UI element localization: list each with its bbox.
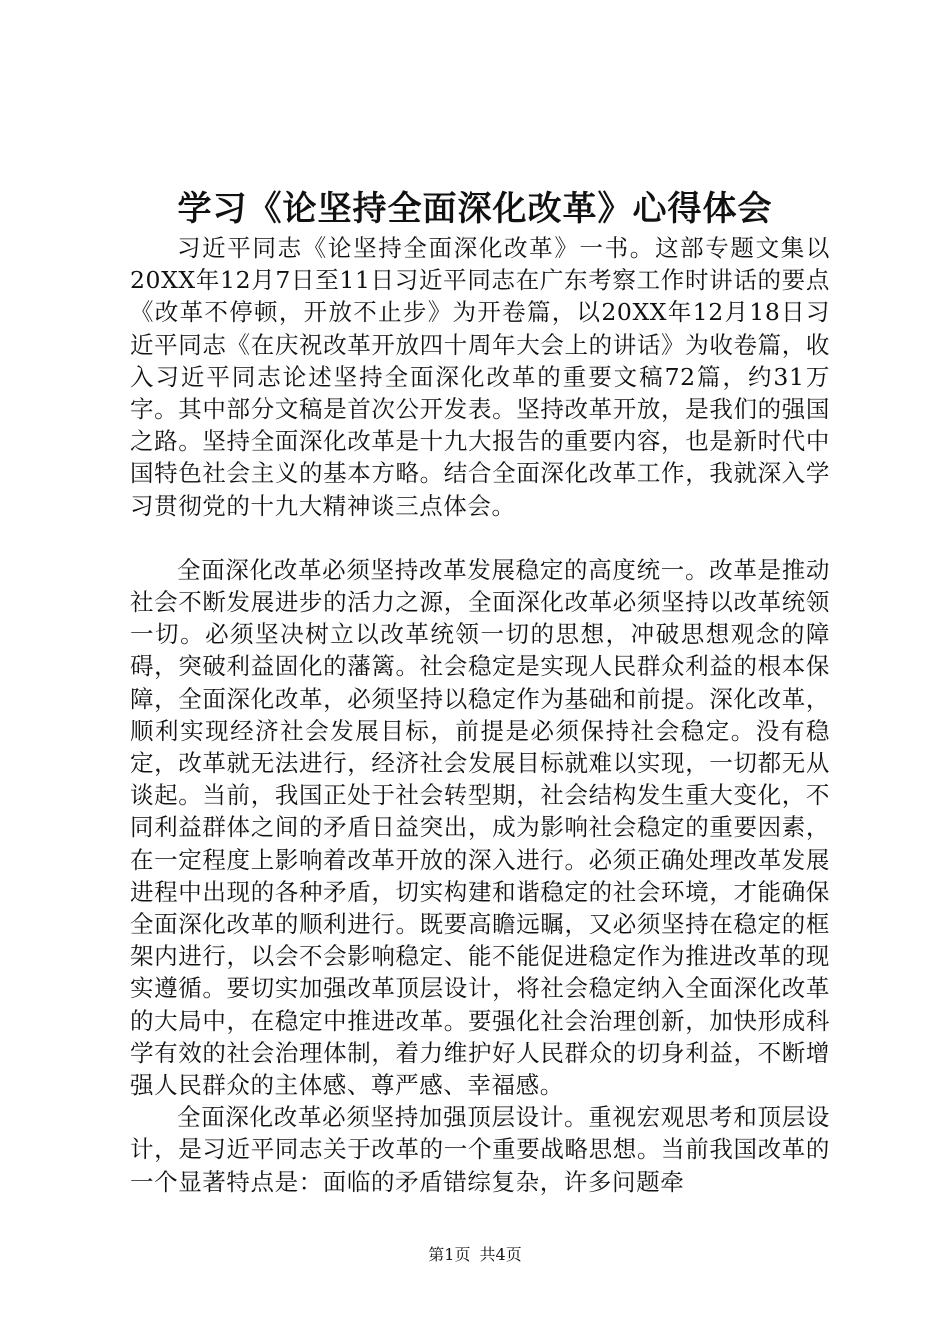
paragraph-top-level-design: 全面深化改革必须坚持加强顶层设计。重视宏观思考和顶层设计，是习近平同志关于改革的一个重要战略思想。当前我国改革的一个显著特点是：面临的矛盾错综复杂，许多问题牵 <box>130 1103 830 1196</box>
document-body <box>130 232 830 1198</box>
page-footer <box>0 1245 950 1265</box>
paragraph-stability: 全面深化改革必须坚持改革发展稳定的高度统一。改革是推动社会不断发展进步的活力之源，全面深化改革必须坚持以改革统领一切。必须坚决树立以改革统领一切的思想，冲破思想观念的障碍，突破利益固化的藩篱。社会稳定是实现人民群众利益的根本保障，全面深化改革，必须坚持以稳定作为基础和前提。深化改革，顺利实现经济社会发展目标，前提是必须保持社会稳定。没有稳定，改革就无法进行，经济社会发展目标就难以实现，一切都无从谈起。当前，我国正处于社会转型期，社会结构发生重大变化，不同利益群体之间的矛盾日益突出，成为影响社会稳定的重要因素，在一定程度上影响着改革开放的深入进行。必须正确处理改革发展进程中出现的各种矛盾，切实构建和谐稳定的社会环境，才能确保全面深化改革的顺利进行。既要高瞻远瞩，又必须坚持在稳定的框架内进行，以会不会影响稳定、能不能促进稳定作为推进改革的现实遵循。要切实加强改革顶层设计，将社会稳定纳入全面深化改革的大局中，在稳定中推进改革。要强化社会治理创新，加快形成科学有效的社会治理体制，着力维护好人民群众的切身利益，不断增强人民群众的主体感、尊严感、幸福感。 <box>130 555 830 1100</box>
paragraph-spacer <box>130 522 830 554</box>
document-title: 学习《论坚持全面深化改革》心得体会 <box>177 189 773 229</box>
paragraph-intro: 习近平同志《论坚持全面深化改革》一书。这部专题文集以20XX年12月7日至11日习近平同志在广东考察工作时讲话的要点《改革不停顿，开放不止步》为开卷篇，以20XX年12月18日习近平同志《在庆祝改革开放四十周年大会上的讲话》为收卷篇，收入习近平同志论述坚持全面深化改革的重要文稿72篇，约31万字。其中部分文稿是首次公开发表。坚持改革开放，是我们的强国之路。坚持全面深化改革是十九大报告的重要内容，也是新时代中国特色社会主义的基本方略。结合全面深化改革工作，我就深入学习贯彻党的十九大精神谈三点体会。 <box>130 234 830 520</box>
page-total: 共4页 <box>479 1245 522 1264</box>
page-number: 第1页 <box>428 1245 471 1264</box>
